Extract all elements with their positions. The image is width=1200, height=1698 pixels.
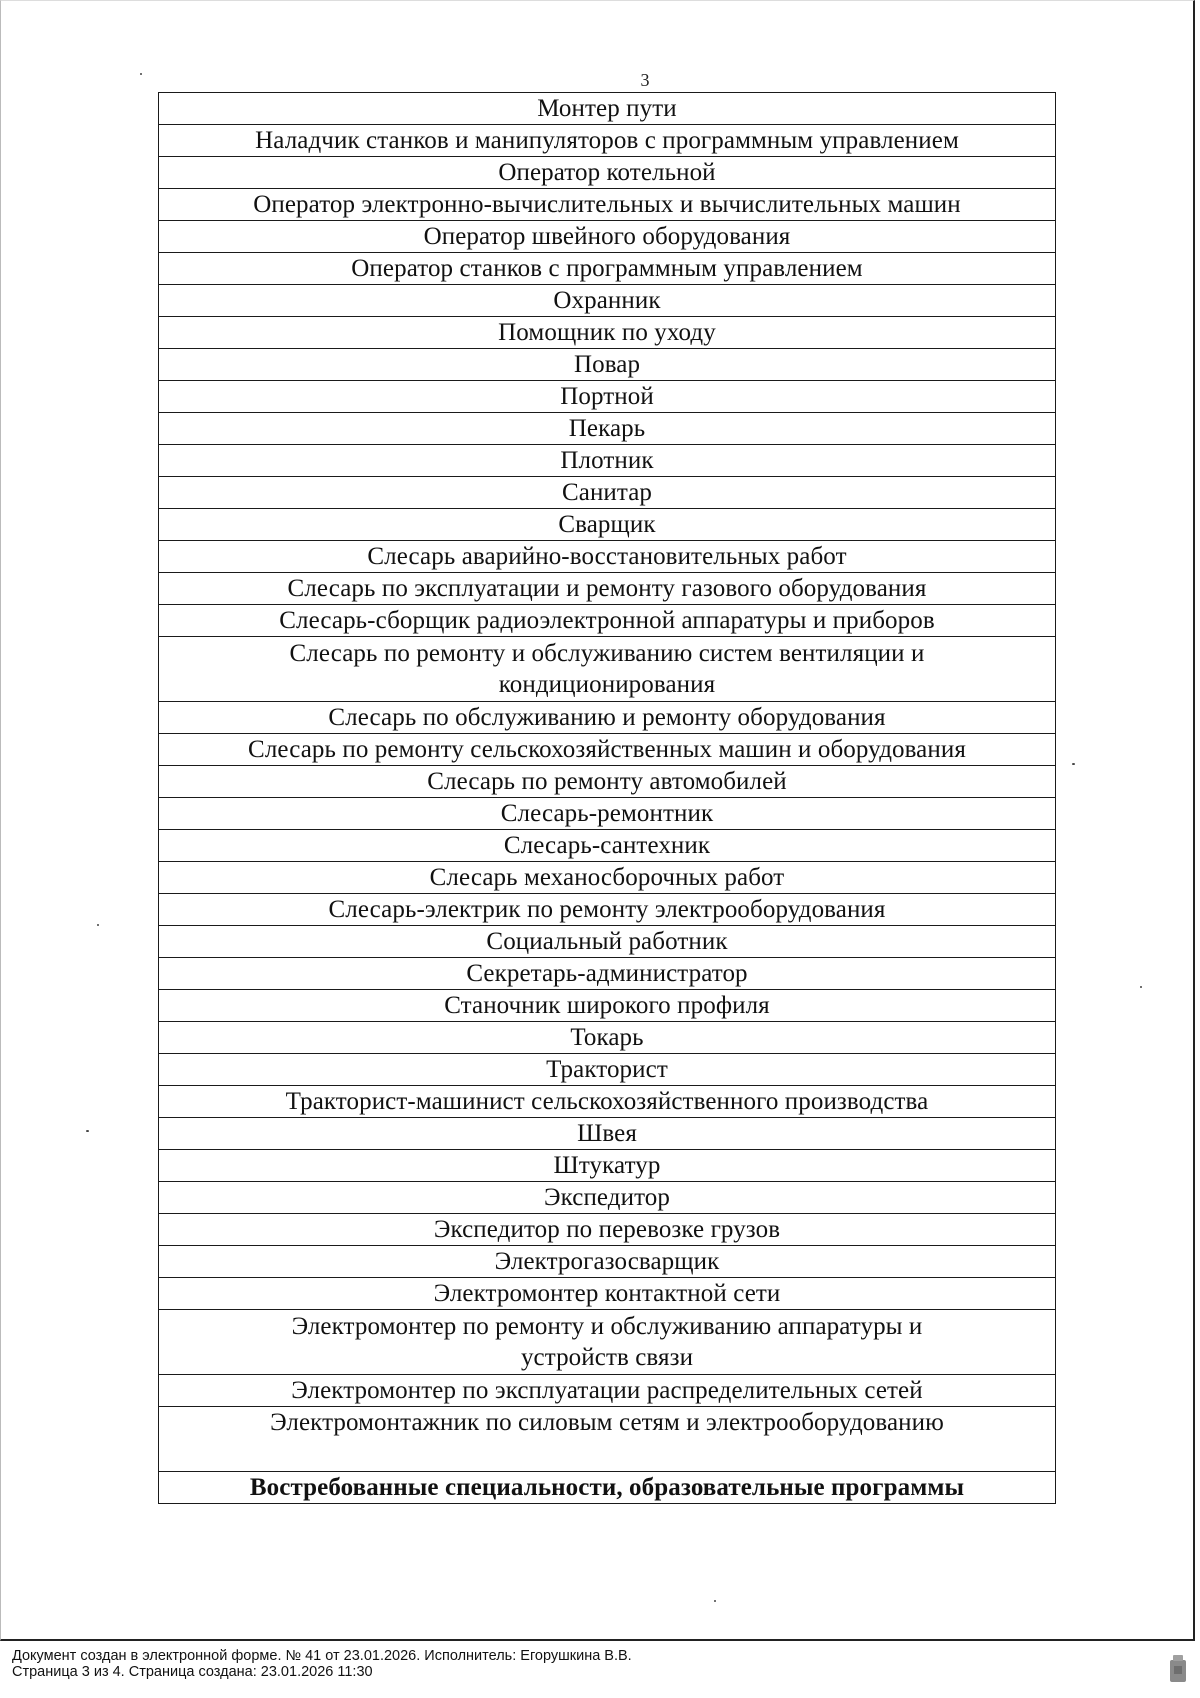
table-row xyxy=(159,509,1056,541)
table-row xyxy=(159,1086,1056,1118)
profession-cell: Слесарь по ремонту сельскохозяйственных машин и оборудования xyxy=(159,734,1056,766)
profession-cell: Электромонтажник по силовым сетям и электрооборудованию xyxy=(159,1407,1056,1472)
profession-cell: Слесарь-электрик по ремонту электрооборудования xyxy=(159,894,1056,926)
profession-cell: Наладчик станков и манипуляторов с программным управлением xyxy=(159,125,1056,157)
table-row xyxy=(159,990,1056,1022)
profession-cell: Электрогазосварщик xyxy=(159,1246,1056,1278)
profession-cell: Социальный работник xyxy=(159,926,1056,958)
scan-speck xyxy=(714,1600,716,1602)
table-row xyxy=(159,862,1056,894)
table-row xyxy=(159,477,1056,509)
table-row xyxy=(159,221,1056,253)
profession-cell: Пекарь xyxy=(159,413,1056,445)
profession-cell: Монтер пути xyxy=(159,93,1056,125)
profession-cell: Экспедитор xyxy=(159,1182,1056,1214)
profession-cell: Секретарь-администратор xyxy=(159,958,1056,990)
profession-cell: Станочник широкого профиля xyxy=(159,990,1056,1022)
profession-cell: Слесарь аварийно-восстановительных работ xyxy=(159,541,1056,573)
table-row xyxy=(159,1118,1056,1150)
table-row xyxy=(159,413,1056,445)
table-row xyxy=(159,445,1056,477)
profession-cell: Электромонтер по эксплуатации распределительных сетей xyxy=(159,1375,1056,1407)
profession-cell: Помощник по уходу xyxy=(159,317,1056,349)
section-heading-row xyxy=(159,1472,1056,1504)
profession-cell: Токарь xyxy=(159,1022,1056,1054)
table-row xyxy=(159,317,1056,349)
table-row xyxy=(159,702,1056,734)
profession-cell: Слесарь-сборщик радиоэлектронной аппаратуры и приборов xyxy=(159,605,1056,637)
profession-cell: Слесарь по эксплуатации и ремонту газового оборудования xyxy=(159,573,1056,605)
table-row xyxy=(159,1150,1056,1182)
footer-line-2: Страница 3 из 4. Страница создана: 23.01.2026 11:30 xyxy=(12,1664,373,1680)
profession-cell: Охранник xyxy=(159,285,1056,317)
profession-cell: Электромонтер контактной сети xyxy=(159,1278,1056,1310)
scan-speck xyxy=(97,924,99,926)
table-row xyxy=(159,125,1056,157)
footer-line-1: Документ создан в электронной форме. № 41 от 23.01.2026. Исполнитель: Егорушкина В.В. xyxy=(12,1648,632,1664)
table-row xyxy=(159,830,1056,862)
table-row xyxy=(159,285,1056,317)
document-footer xyxy=(12,1648,632,1680)
profession-cell: Оператор электронно-вычислительных и вычислительных машин xyxy=(159,189,1056,221)
profession-cell: Слесарь механосборочных работ xyxy=(159,862,1056,894)
table-row xyxy=(159,381,1056,413)
profession-cell: Санитар xyxy=(159,477,1056,509)
table-row xyxy=(159,798,1056,830)
table-row xyxy=(159,1310,1056,1375)
stamp-icon xyxy=(1168,1652,1188,1684)
scan-speck xyxy=(1140,986,1142,988)
table-row xyxy=(159,605,1056,637)
scan-speck xyxy=(140,73,142,75)
professions-table xyxy=(158,92,1056,1504)
profession-cell: Повар xyxy=(159,349,1056,381)
table-row xyxy=(159,1054,1056,1086)
table-row xyxy=(159,1246,1056,1278)
table-row xyxy=(159,1182,1056,1214)
table-row xyxy=(159,958,1056,990)
table-row xyxy=(159,1022,1056,1054)
table-row xyxy=(159,349,1056,381)
profession-cell: Слесарь-сантехник xyxy=(159,830,1056,862)
profession-cell: Электромонтер по ремонту и обслуживанию аппаратуры и устройств связи xyxy=(159,1310,1056,1375)
table-row xyxy=(159,157,1056,189)
profession-cell: Тракторист-машинист сельскохозяйственного производства xyxy=(159,1086,1056,1118)
profession-cell: Оператор котельной xyxy=(159,157,1056,189)
scan-speck xyxy=(1072,763,1075,765)
table-row xyxy=(159,894,1056,926)
table-row xyxy=(159,1278,1056,1310)
table-row xyxy=(159,253,1056,285)
page-number: 3 xyxy=(640,70,650,90)
section-heading: Востребованные специальности, образовательные программы xyxy=(159,1472,1056,1504)
table-row xyxy=(159,1214,1056,1246)
profession-cell: Тракторист xyxy=(159,1054,1056,1086)
table-row xyxy=(159,541,1056,573)
table-row xyxy=(159,93,1056,125)
table-row xyxy=(159,734,1056,766)
table-row xyxy=(159,926,1056,958)
profession-cell: Штукатур xyxy=(159,1150,1056,1182)
table-row xyxy=(159,637,1056,702)
profession-cell: Оператор швейного оборудования xyxy=(159,221,1056,253)
table-row xyxy=(159,766,1056,798)
profession-cell: Швея xyxy=(159,1118,1056,1150)
profession-cell: Слесарь-ремонтник xyxy=(159,798,1056,830)
scan-speck xyxy=(86,1130,89,1132)
profession-cell: Слесарь по ремонту автомобилей xyxy=(159,766,1056,798)
profession-cell: Плотник xyxy=(159,445,1056,477)
table-row xyxy=(159,1375,1056,1407)
table-row xyxy=(159,189,1056,221)
profession-cell: Слесарь по обслуживанию и ремонту оборудования xyxy=(159,702,1056,734)
profession-cell: Слесарь по ремонту и обслуживанию систем вентиляции и кондиционирования xyxy=(159,637,1056,702)
profession-cell: Сварщик xyxy=(159,509,1056,541)
table-row xyxy=(159,573,1056,605)
profession-cell: Оператор станков с программным управлением xyxy=(159,253,1056,285)
profession-cell: Портной xyxy=(159,381,1056,413)
profession-cell: Экспедитор по перевозке грузов xyxy=(159,1214,1056,1246)
table-row xyxy=(159,1407,1056,1472)
